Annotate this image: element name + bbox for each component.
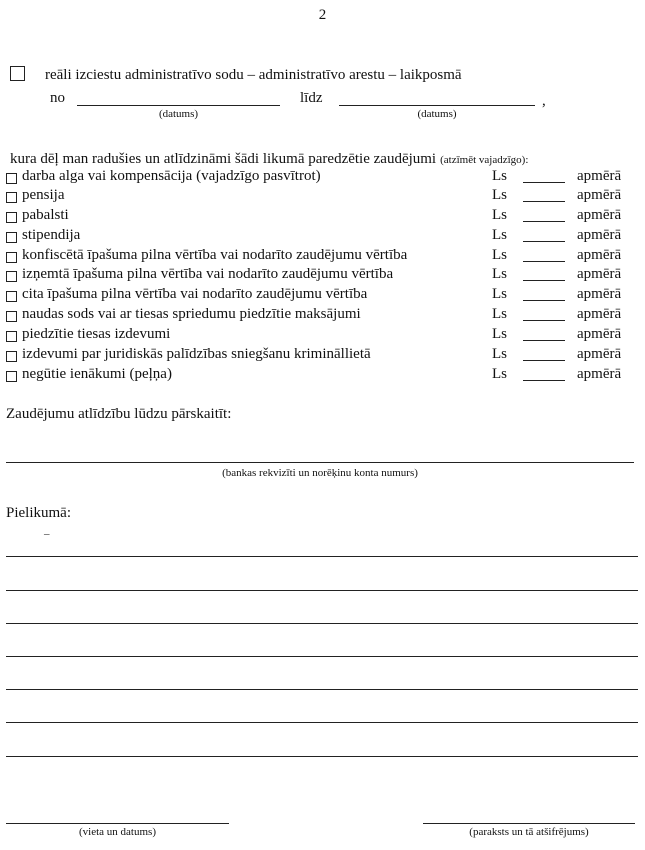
amount-field[interactable] xyxy=(523,380,565,381)
amount-word: apmērā xyxy=(577,227,622,243)
attachments-label: Pielikumā: xyxy=(6,505,71,521)
amount-word: apmērā xyxy=(577,207,622,223)
attachment-line[interactable] xyxy=(6,556,638,557)
currency-label: Ls xyxy=(492,227,507,243)
date-to-field[interactable] xyxy=(339,105,535,106)
attachment-line[interactable] xyxy=(6,656,638,657)
bank-details-caption: (bankas rekvizīti un norēķinu konta numurs) xyxy=(222,467,418,479)
loss-item-checkbox[interactable] xyxy=(6,212,17,223)
loss-item xyxy=(0,346,645,365)
amount-field[interactable] xyxy=(523,320,565,321)
amount-word: apmērā xyxy=(577,168,622,184)
loss-item-label: izņemtā īpašuma pilna vērtība vai nodarīto zaudējumu vērtība xyxy=(22,266,394,282)
loss-item-label: pensija xyxy=(22,187,65,203)
bank-details-field[interactable] xyxy=(6,462,634,463)
loss-item xyxy=(0,366,645,385)
amount-field[interactable] xyxy=(523,182,565,183)
loss-item-label: cita īpašuma pilna vērtība vai nodarīto zaudējumu vērtība xyxy=(22,286,368,302)
currency-label: Ls xyxy=(492,366,507,382)
loss-item-label: izdevumi par juridiskās palīdzības sniegšanu krimināllietā xyxy=(22,346,371,362)
page-number: 2 xyxy=(318,7,327,23)
date-to-label: līdz xyxy=(300,90,323,106)
amount-field[interactable] xyxy=(523,300,565,301)
loss-item xyxy=(0,286,645,305)
date-comma: , xyxy=(542,93,546,109)
currency-label: Ls xyxy=(492,247,507,263)
amount-word: apmērā xyxy=(577,326,622,342)
amount-field[interactable] xyxy=(523,261,565,262)
date-from-label: no xyxy=(50,90,65,106)
currency-label: Ls xyxy=(492,266,507,282)
amount-field[interactable] xyxy=(523,201,565,202)
place-date-field[interactable] xyxy=(6,823,229,824)
losses-intro-note: (atzīmēt vajadzīgo): xyxy=(440,154,529,166)
loss-item-checkbox[interactable] xyxy=(6,351,17,362)
place-date-caption: (vieta un datums) xyxy=(79,826,156,838)
amount-word: apmērā xyxy=(577,247,622,263)
date-from-caption: (datums) xyxy=(158,108,199,120)
loss-item xyxy=(0,326,645,345)
loss-item-label: naudas sods vai ar tiesas spriedumu piedzītie maksājumi xyxy=(22,306,361,322)
loss-item-checkbox[interactable] xyxy=(6,271,17,282)
amount-field[interactable] xyxy=(523,241,565,242)
currency-label: Ls xyxy=(492,187,507,203)
amount-word: apmērā xyxy=(577,266,622,282)
currency-label: Ls xyxy=(492,286,507,302)
loss-item-label: pabalsti xyxy=(22,207,69,223)
attachment-line[interactable] xyxy=(6,623,638,624)
amount-word: apmērā xyxy=(577,306,622,322)
loss-item-label: negūtie ienākumi (peļņa) xyxy=(22,366,172,382)
amount-field[interactable] xyxy=(523,221,565,222)
loss-item-checkbox[interactable] xyxy=(6,192,17,203)
attachments-dash: – xyxy=(44,528,50,540)
losses-intro xyxy=(10,150,528,168)
attachment-line[interactable] xyxy=(6,689,638,690)
signature-field[interactable] xyxy=(423,823,635,824)
currency-label: Ls xyxy=(492,306,507,322)
arrest-text: reāli izciestu administratīvo sodu – administratīvo arestu – laikposmā xyxy=(45,67,462,83)
amount-word: apmērā xyxy=(577,187,622,203)
loss-item xyxy=(0,306,645,325)
arrest-checkbox[interactable] xyxy=(10,66,25,81)
amount-word: apmērā xyxy=(577,286,622,302)
amount-word: apmērā xyxy=(577,346,622,362)
attachment-line[interactable] xyxy=(6,590,638,591)
currency-label: Ls xyxy=(492,168,507,184)
transfer-label: Zaudējumu atlīdzību lūdzu pārskaitīt: xyxy=(6,406,232,422)
amount-field[interactable] xyxy=(523,360,565,361)
loss-item xyxy=(0,227,645,246)
date-from-field[interactable] xyxy=(77,105,280,106)
loss-item-label: piedzītie tiesas izdevumi xyxy=(22,326,171,342)
loss-item-checkbox[interactable] xyxy=(6,331,17,342)
loss-item xyxy=(0,266,645,285)
signature-caption: (paraksts un tā atšifrējums) xyxy=(469,826,589,838)
losses-intro-text: kura dēļ man radušies un atlīdzināmi šādi likumā paredzētie zaudējumi xyxy=(10,151,437,167)
loss-item xyxy=(0,187,645,206)
loss-item xyxy=(0,168,645,187)
amount-field[interactable] xyxy=(523,280,565,281)
loss-item-label: konfiscētā īpašuma pilna vērtība vai nodarīto zaudējumu vērtība xyxy=(22,247,408,263)
loss-item-checkbox[interactable] xyxy=(6,252,17,263)
date-to-caption: (datums) xyxy=(417,108,457,120)
loss-item-checkbox[interactable] xyxy=(6,371,17,382)
loss-item-checkbox[interactable] xyxy=(6,173,17,184)
currency-label: Ls xyxy=(492,207,507,223)
loss-item xyxy=(0,207,645,226)
attachment-line[interactable] xyxy=(6,722,638,723)
loss-item-checkbox[interactable] xyxy=(6,311,17,322)
amount-field[interactable] xyxy=(523,340,565,341)
loss-item-label: stipendija xyxy=(22,227,81,243)
currency-label: Ls xyxy=(492,326,507,342)
loss-item-checkbox[interactable] xyxy=(6,291,17,302)
attachment-line[interactable] xyxy=(6,756,638,757)
loss-item xyxy=(0,247,645,266)
currency-label: Ls xyxy=(492,346,507,362)
loss-item-label: darba alga vai kompensācija (vajadzīgo pasvītrot) xyxy=(22,168,321,184)
amount-word: apmērā xyxy=(577,366,622,382)
loss-item-checkbox[interactable] xyxy=(6,232,17,243)
